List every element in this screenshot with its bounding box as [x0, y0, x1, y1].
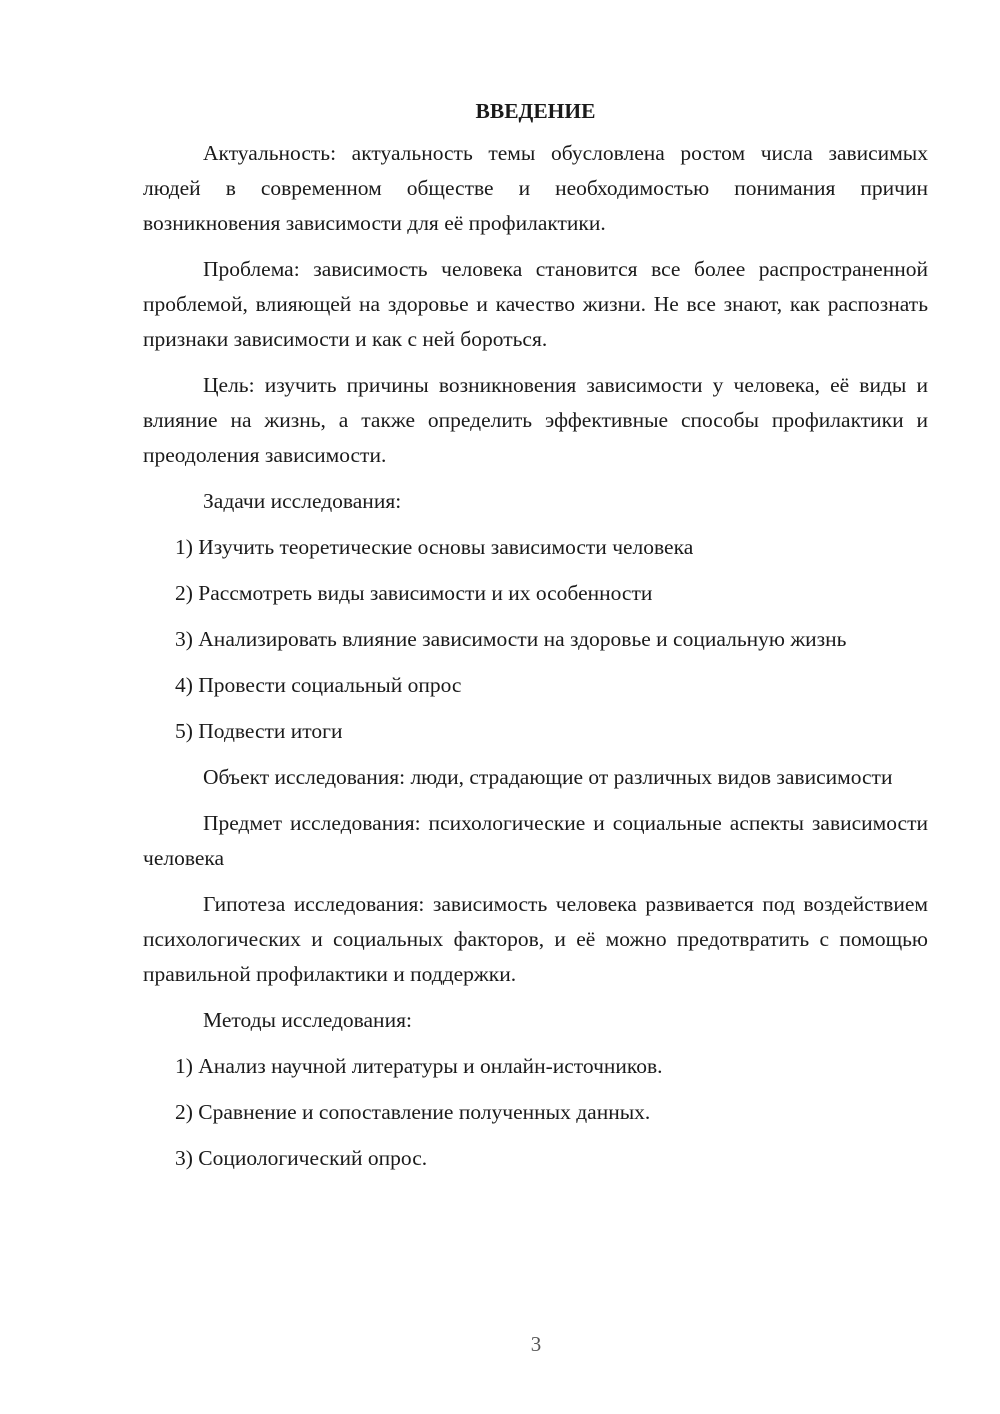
document-body — [143, 96, 928, 1187]
task-item: 5) Подвести итоги — [175, 719, 343, 743]
subject-paragraph: Предмет исследования: психологические и социальные аспекты зависимости человека — [143, 811, 928, 870]
task-item: 2) Рассмотреть виды зависимости и их особенности — [175, 581, 653, 605]
method-item: 1) Анализ научной литературы и онлайн-источников. — [175, 1054, 663, 1078]
task-item: 1) Изучить теоретические основы зависимости человека — [175, 535, 694, 559]
task-item: 4) Провести социальный опрос — [175, 673, 462, 697]
goal-paragraph: Цель: изучить причины возникновения зависимости у человека, её виды и влияние на жизнь, а также определить эффективные способы профилактики и преодоления зависимости. — [143, 373, 928, 467]
task-item: 3) Анализировать влияние зависимости на здоровье и социальную жизнь — [175, 627, 847, 651]
object-paragraph: Объект исследования: люди, страдающие от различных видов зависимости — [203, 765, 893, 789]
method-item: 2) Сравнение и сопоставление полученных данных. — [175, 1100, 651, 1124]
relevance-paragraph: Актуальность: актуальность темы обусловлена ростом числа зависимых людей в современном обществе и необходимостью понимания причин возникновения зависимости для её профилактики. — [143, 141, 928, 235]
method-item: 3) Социологический опрос. — [175, 1146, 428, 1170]
page-number: 3 — [530, 1332, 542, 1356]
hypothesis-paragraph: Гипотеза исследования: зависимость человека развивается под воздействием психологических и социальных факторов, и её можно предотвратить с помощью правильной профилактики и поддержки. — [143, 892, 928, 986]
section-title: ВВЕДЕНИЕ — [475, 99, 596, 123]
problem-paragraph: Проблема: зависимость человека становится все более распространенной проблемой, влияющей на здоровье и качество жизни. Не все знают, как распознать признаки зависимости и как с ней бороться. — [143, 257, 928, 351]
tasks-heading: Задачи исследования: — [203, 489, 402, 513]
methods-heading: Методы исследования: — [203, 1008, 412, 1032]
